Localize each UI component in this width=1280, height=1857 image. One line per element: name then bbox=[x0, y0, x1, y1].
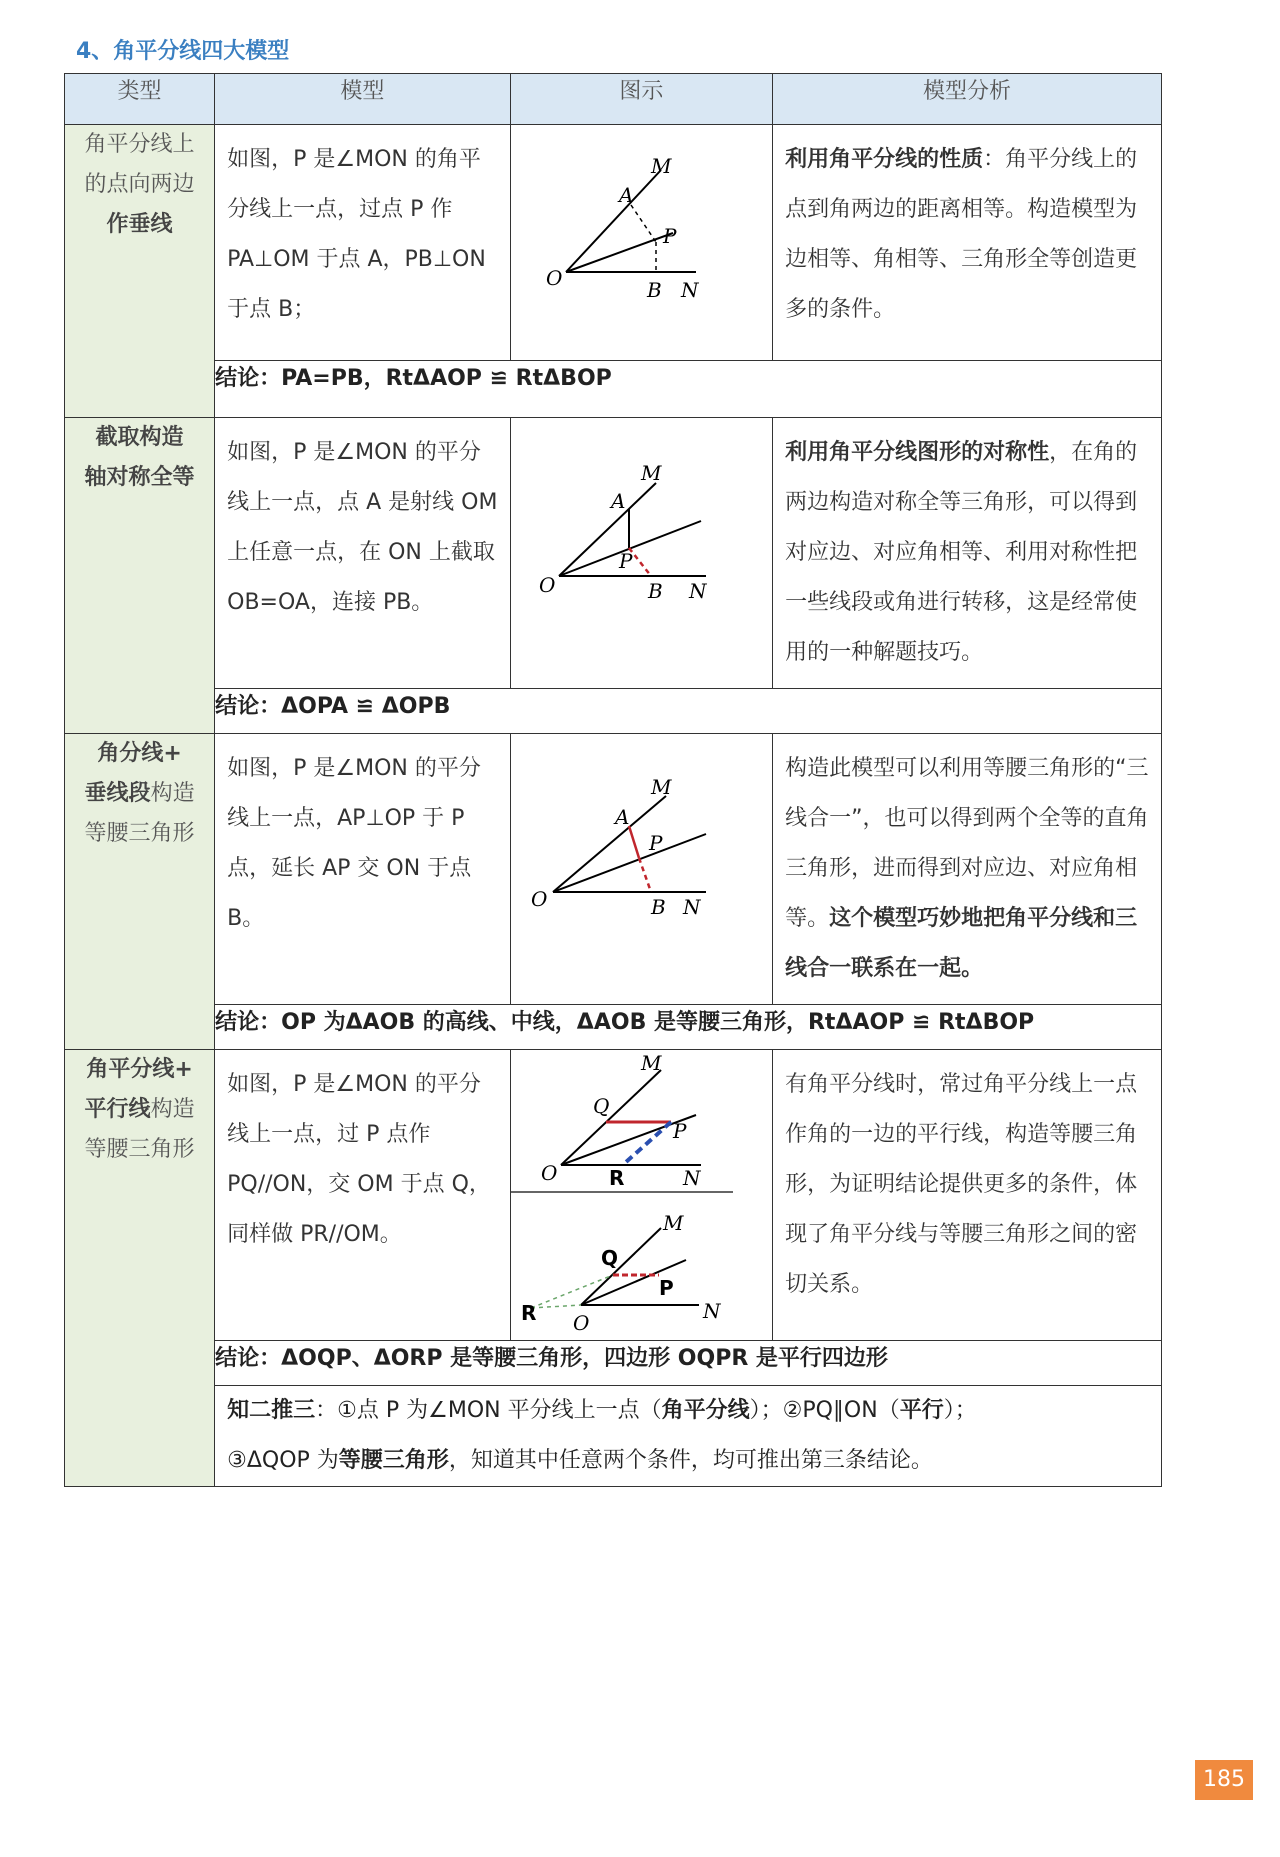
model-text: 如图，P 是∠MON 的平分线上一点，点 A 是射线 OM 上任意一点，在 ON 上截取 OB=OA，连接 PB。 bbox=[227, 440, 498, 615]
label-N: N bbox=[702, 1299, 721, 1323]
model-row-2 bbox=[65, 418, 1162, 689]
label-O: O bbox=[545, 266, 563, 290]
header-analysis: 模型分析 bbox=[773, 74, 1162, 125]
header-model: 模型 bbox=[215, 74, 511, 125]
label-A: A bbox=[614, 805, 630, 829]
label-B: B bbox=[646, 278, 662, 302]
analysis-cell-1 bbox=[773, 125, 1162, 361]
type-cell-2 bbox=[65, 418, 215, 734]
type-cell-1 bbox=[65, 125, 215, 418]
analysis-text: 利用角平分线图形的对称性，在角的两边构造对称全等三角形，可以得到对应边、对应角相等、利用对称性把一些线段或角进行转移，这是经常使用的一种解题技巧。 bbox=[785, 440, 1138, 665]
type-cell-4 bbox=[65, 1050, 215, 1487]
figure-cell-3 bbox=[510, 734, 772, 1005]
label-P: P bbox=[672, 1119, 687, 1143]
label-A: A bbox=[610, 489, 626, 513]
conclusion-row-4 bbox=[65, 1341, 1162, 1386]
analysis-text: 利用角平分线的性质：角平分线上的点到角两边的距离相等。构造模型为 边相等、角相等、三角形全等创造更多的条件。 bbox=[785, 147, 1138, 322]
model-cell-1 bbox=[215, 125, 511, 361]
label-O: O bbox=[538, 573, 556, 597]
model-cell-4 bbox=[215, 1050, 511, 1341]
label-M: M bbox=[650, 775, 672, 799]
header-row bbox=[65, 74, 1162, 125]
header-type: 类型 bbox=[65, 74, 215, 125]
type-line-bold: 轴对称全等 bbox=[84, 465, 195, 490]
model-row-4 bbox=[65, 1050, 1162, 1341]
label-Q: Q bbox=[592, 1094, 610, 1118]
analysis-cell-3 bbox=[773, 734, 1162, 1005]
conclusion-row-1 bbox=[65, 361, 1162, 418]
type-cell-3 bbox=[65, 734, 215, 1050]
label-P: P bbox=[648, 831, 663, 855]
section-title: 4、角平分线四大模型 bbox=[76, 39, 290, 64]
know-row bbox=[65, 1386, 1162, 1487]
models-table bbox=[64, 73, 1162, 1487]
label-N: N bbox=[688, 579, 707, 603]
header-figure: 图示 bbox=[510, 74, 772, 125]
label-R: R bbox=[608, 1166, 625, 1190]
label-P: P bbox=[662, 224, 677, 248]
label-N: N bbox=[680, 278, 699, 302]
conclusion-1: 结论：PA=PB，RtΔAOP ≌ RtΔBOP bbox=[215, 361, 1162, 418]
label-B: B bbox=[647, 579, 663, 603]
type-line-bold: 作垂线 bbox=[106, 212, 173, 237]
conclusion-2: 结论：ΔOPA ≌ ΔOPB bbox=[215, 689, 1162, 734]
figure-2-diagram bbox=[511, 418, 733, 666]
label-M: M bbox=[662, 1211, 684, 1235]
figure-cell-4 bbox=[510, 1050, 772, 1341]
model-cell-2 bbox=[215, 418, 511, 689]
model-text: 如图，P 是∠MON 的角平分线上一点，过点 P 作 PA⊥OM 于点 A，PB⊥ON 于点 B； bbox=[227, 147, 486, 322]
figure-1-diagram bbox=[511, 125, 733, 360]
label-M: M bbox=[640, 461, 662, 485]
label-R: R bbox=[520, 1301, 537, 1325]
conclusion-row-2 bbox=[65, 689, 1162, 734]
type-line-mixed: 平行线构造 bbox=[84, 1097, 195, 1122]
conclusion-3: 结论：OP 为ΔAOB 的高线、中线，ΔAOB 是等腰三角形，RtΔAOP ≌ RtΔBOP bbox=[215, 1005, 1162, 1050]
type-line-bold: 截取构造 bbox=[95, 425, 184, 450]
model-text: 如图，P 是∠MON 的平分线上一点，过 P 点作 PQ//ON，交 OM 于点 Q，同样做 PR//OM。 bbox=[227, 1072, 491, 1247]
model-cell-3 bbox=[215, 734, 511, 1005]
type-line: 的点向两边 bbox=[84, 172, 195, 197]
analysis-cell-2 bbox=[773, 418, 1162, 689]
analysis-cell-4 bbox=[773, 1050, 1162, 1341]
label-P: P bbox=[658, 1276, 674, 1300]
know-text: 知二推三：①点 P 为∠MON 平分线上一点（角平分线）；②PQ∥ON（平行）； ③ΔQOP 为等腰三角形，知道其中任意两个条件，均可推出第三条结论。 bbox=[227, 1398, 977, 1473]
analysis-text: 有角平分线时，常过角平分线上一点作角的一边的平行线，构造等腰三角形，为证明结论提供更多的条件，体现了角平分线与等腰三角形之间的密切关系。 bbox=[785, 1072, 1138, 1297]
label-P: P bbox=[618, 549, 633, 573]
label-N: N bbox=[682, 1166, 701, 1190]
analysis-text: 构造此模型可以利用等腰三角形的“三线合一”，也可以得到两个全等的直角三角形，进而得到对应边、对应角相等。这个模型巧妙地把角平分线和三线合一联系在一起。 bbox=[785, 756, 1149, 981]
model-row-3 bbox=[65, 734, 1162, 1005]
type-line-bold: 角平分线+ bbox=[86, 1057, 193, 1082]
label-A: A bbox=[618, 183, 634, 207]
label-Q: Q bbox=[600, 1246, 618, 1270]
page-number: 185 bbox=[1195, 1760, 1253, 1800]
type-line: 等腰三角形 bbox=[84, 1137, 195, 1162]
figure-4-diagram bbox=[511, 1050, 733, 1340]
type-line: 等腰三角形 bbox=[84, 821, 195, 846]
type-line-bold: 角分线+ bbox=[97, 741, 182, 766]
figure-cell-1 bbox=[510, 125, 772, 361]
label-O: O bbox=[572, 1311, 590, 1335]
label-M: M bbox=[650, 154, 672, 178]
conclusion-4: 结论：ΔOQP、ΔORP 是等腰三角形，四边形 OQPR 是平行四边形 bbox=[215, 1341, 1162, 1386]
figure-cell-2 bbox=[510, 418, 772, 689]
conclusion-row-3 bbox=[65, 1005, 1162, 1050]
label-O: O bbox=[540, 1161, 558, 1185]
label-N: N bbox=[682, 895, 701, 919]
figure-3-diagram bbox=[511, 734, 733, 984]
label-M: M bbox=[640, 1051, 662, 1075]
type-line: 角平分线上 bbox=[84, 132, 195, 157]
model-text: 如图，P 是∠MON 的平分线上一点，AP⊥OP 于 P 点，延长 AP 交 ON 于点 B。 bbox=[227, 756, 481, 931]
know-cell bbox=[215, 1386, 1162, 1487]
type-line-mixed: 垂线段构造 bbox=[84, 781, 195, 806]
model-row-1 bbox=[65, 125, 1162, 361]
label-B: B bbox=[650, 895, 666, 919]
label-O: O bbox=[530, 887, 548, 911]
